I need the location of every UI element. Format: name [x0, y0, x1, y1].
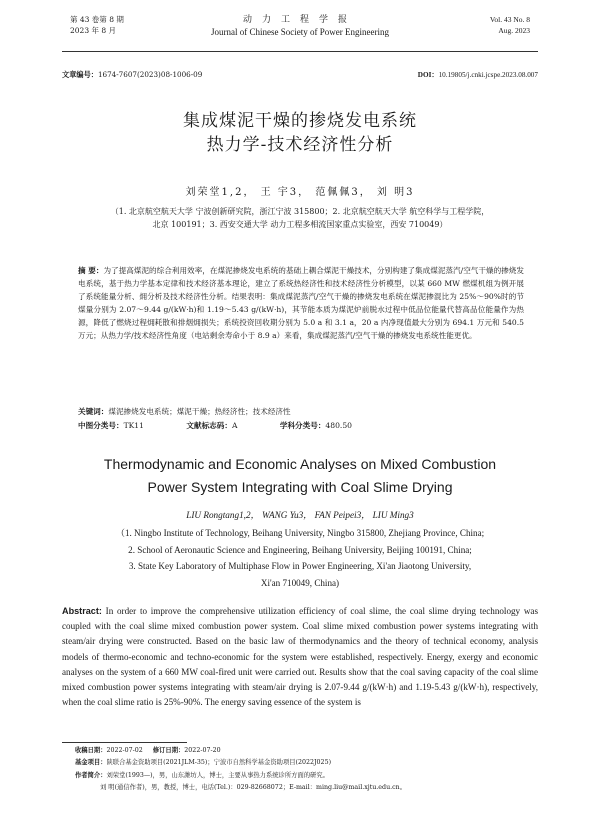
footnote-corresponding: 刘 明(通信作者)，男，教授，博士，电话(Tel.)：029-82668072；E-mail：ming.liu@mail.xjtu.edu.cn。: [100, 783, 407, 791]
date-en: Aug. 2023: [498, 26, 530, 35]
classification-line: 中图分类号：TK11 文献标志码：A 学科分类号：480.50: [78, 421, 352, 430]
footnotes: [75, 745, 538, 794]
header-volume-en: [490, 14, 530, 36]
abstract-cn-text: 为了提高煤泥的综合利用效率，在煤泥掺烧发电系统的基础上耦合煤泥干燥技术，分别构建了集成煤泥蒸汽/空气干燥的掺烧发电系统，基于热力学基本定律和技术经济基本理论，建立了系统热经济性和技术经济性分析模型，以某 660 MW 燃煤机组为例开展了系统能量分析、㶲分析及技术经济性分析。结果表明：集成煤泥蒸汽/空气干燥的掺烧发电系统在煤泥掺混比为 25%～90%时的节煤量分别为 2.07～9.44 g/(kW·h)和 1.19～5.43 g/(kW·h)，其节能本质为煤泥炉前脱水过程中低品位能量代替高品位能量作为热源，降低了燃烧过程㶲耗散和排烟㶲损失；系统投资回收期分别为 5.0 a 和 3.1 a，20 a 内净现值最大分别为 694.1 万元和 540.5 万元；从热力学/技术经济性角度（电站剩余寿命小于 8.9 a）来看，集成煤泥蒸汽/空气干燥的掺烧发电系统性能更优。: [78, 266, 524, 341]
header-rule: [62, 51, 538, 52]
date-cn: 2023 年 8 月: [70, 26, 117, 35]
volume-cn: 第 43 卷第 8 期: [70, 15, 124, 24]
affiliations-cn: （1. 北京航空航天大学 宁波创新研究院，浙江宁波 315800；2. 北京航空航天大学 航空科学与工程学院， 北京 100191；3. 西安交通大学 动力工程多相流国家重点实验室，西安 710049）: [110, 207, 490, 229]
authors-en: LIU Rongtang1,2， WANG Yu3， FAN Peipei3， LIU Ming3: [186, 510, 414, 520]
abstract-cn: [78, 264, 524, 343]
title-cn: 集成煤泥干燥的掺烧发电系统 热力学-技术经济性分析: [183, 111, 417, 155]
authors-cn: 刘荣堂1,2， 王 宇3， 范佩佩3， 刘 明3: [185, 187, 415, 198]
footnote-bio: 作者简介：刘荣堂(1993—)，男，山东潍坊人，博士，主要从事热力系统诊所方面的研究。: [75, 771, 329, 779]
affiliations-en: （1. Ningbo Institute of Technology, Beihang University, Ningbo 315800, Zhejiang Province, China; 2. School of Aeronautic Science and Engineering, Beihang University, Beijing 100191, China; 3. State Key Laboratory of Multiphase Flow in Power Engineering, Xi'an Jiaotong University, Xi'an 710049, China): [115, 528, 485, 589]
running-header: [70, 14, 530, 48]
article-number: 文章编号：1674-7607(2023)08-1006-09: [62, 70, 203, 79]
title-en: Thermodynamic and Economic Analyses on Mixed Combustion Power System Integrating with Coal Slime Drying: [103, 456, 497, 495]
keywords-cn: 关键词：煤泥掺烧发电系统；煤泥干燥；热经济性；技术经济性: [78, 407, 291, 416]
footnote-rule: [62, 742, 187, 743]
abstract-en-text: In order to improve the comprehensive utilization efficiency of coal slime, the coal slime drying technology was coupled with the coal slime mixed combustion power system. Coal slime mixed combustion power systems integrating with steam/air drying were constructed. Based on the basic law of thermodynamics and the theory of technical economy, analysis models of thermo-economic and techno-economic for the system were established, respectively. Energy, exergy and economic analyses on the system of a 660 MW coal-fired unit were carried out. Results show that the coal saving capacity of the coal slime mixed combustion power systems integrating with steam/air drying is 2.07-9.44 g/(kW·h) and 1.19-5.43 g/(kW·h), respectively, when the coal slime ratio is 25%-90%. The energy saving essence of the system is: [62, 606, 538, 708]
header-journal: [70, 14, 530, 38]
journal-name-cn: 动力工程学报: [242, 15, 357, 25]
abstract-en-label: Abstract:: [62, 606, 102, 616]
footnote-fund: 基金项目：陕联合基金资助项目(2021JLM-35)；宁波市自然科学基金资助项目(2022J025): [75, 759, 332, 767]
footnote-dates: 收稿日期：2022-07-02 修订日期：2022-07-20: [75, 747, 221, 754]
abstract-cn-label: 摘 要：: [78, 266, 104, 275]
doi: DOI：10.19805/j.cnki.jcspe.2023.08.007: [417, 71, 538, 79]
journal-name-en: Journal of Chinese Society of Power Engineering: [211, 27, 389, 37]
abstract-en: [62, 604, 538, 710]
volume-en: Vol. 43 No. 8: [489, 15, 530, 24]
